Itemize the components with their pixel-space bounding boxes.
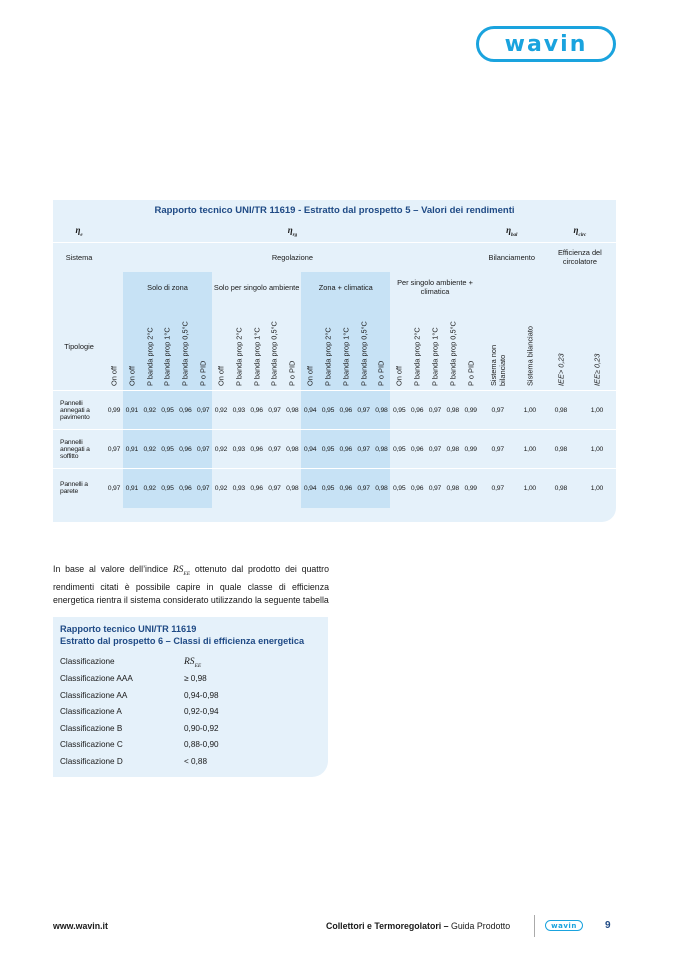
table-cell: 0,94 bbox=[301, 391, 319, 430]
table-cell: 0,96 bbox=[408, 469, 426, 508]
column-header: On off bbox=[394, 366, 404, 386]
table-cell: 0,96 bbox=[176, 391, 194, 430]
table-cell: 0,92 bbox=[212, 469, 230, 508]
column-header: P banda prop 0,5°C bbox=[176, 302, 194, 391]
table-row bbox=[53, 391, 616, 430]
tipologie-header: Tipologie bbox=[64, 341, 94, 351]
table-cell: 0,97 bbox=[355, 469, 373, 508]
table-cell: 0,98 bbox=[544, 430, 578, 469]
table-cell: 0,97 bbox=[194, 391, 212, 430]
table-cell: 0,96 bbox=[337, 469, 355, 508]
table-cell: 0,97 bbox=[105, 469, 123, 508]
row-label: Pannelli annegati a pavimento bbox=[53, 391, 105, 430]
list-item: Classificazione B 0,90-0,92 bbox=[60, 723, 219, 733]
column-header: On off bbox=[301, 302, 319, 391]
list-item: Classificazione AAA ≥ 0,98 bbox=[60, 674, 207, 683]
table-cell: 0,95 bbox=[319, 391, 337, 430]
table-cell: 0,92 bbox=[141, 430, 159, 469]
column-header: P o PID bbox=[373, 302, 391, 391]
eta-e-symbol: $\eta_e$ bbox=[75, 225, 83, 239]
list-item: Classificazione A 0,92-0,94 bbox=[60, 707, 219, 716]
table-cell: 0,99 bbox=[462, 469, 480, 508]
footer-url[interactable]: www.wavin.it bbox=[53, 921, 108, 931]
table-cell: 0,95 bbox=[390, 430, 408, 469]
regolazione-header: Regolazione bbox=[105, 242, 480, 272]
column-header: P banda prop 2°C bbox=[234, 327, 244, 386]
table-cell: 0,93 bbox=[230, 430, 248, 469]
table-cell: 0,98 bbox=[283, 469, 301, 508]
footer-divider bbox=[534, 915, 535, 937]
table-cell: 0,96 bbox=[176, 469, 194, 508]
column-header: P banda prop 0,5°C bbox=[448, 321, 458, 386]
table-cell: 0,97 bbox=[266, 391, 284, 430]
table-cell: 0,95 bbox=[390, 469, 408, 508]
table-cell: 0,96 bbox=[337, 391, 355, 430]
column-header: P banda prop 1°C bbox=[159, 302, 177, 391]
table-cell: 1,00 bbox=[516, 430, 544, 469]
wavin-logo: wavin bbox=[476, 26, 616, 62]
table-cell: 1,00 bbox=[578, 391, 616, 430]
table-cell: 0,97 bbox=[105, 430, 123, 469]
table-cell: 0,97 bbox=[266, 430, 284, 469]
table-cell: 0,91 bbox=[123, 469, 141, 508]
table-cell: 0,98 bbox=[544, 391, 578, 430]
eta-circ-symbol: $\eta_{circ}$ bbox=[573, 225, 587, 239]
table-cell: 0,96 bbox=[248, 469, 266, 508]
row-label: Pannelli annegati a soffitto bbox=[53, 430, 105, 469]
table2-title: Rapporto tecnico UNI/TR 11619 Estratto dal prospetto 6 – Classi di efficienza energetica bbox=[60, 624, 305, 646]
column-header: P banda prop 0,5°C bbox=[269, 321, 279, 386]
list-item: Classificazione D < 0,88 bbox=[60, 756, 207, 766]
table-cell: 0,97 bbox=[355, 430, 373, 469]
table-cell: 0,96 bbox=[337, 430, 355, 469]
footer-wavin-logo: wavin bbox=[545, 920, 583, 931]
table-cell: 0,96 bbox=[248, 430, 266, 469]
column-header: P banda prop 1°C bbox=[252, 327, 262, 386]
table-cell: 0,95 bbox=[390, 391, 408, 430]
table-cell: 0,95 bbox=[319, 430, 337, 469]
column-header: Sistema non bilanciato bbox=[488, 344, 507, 386]
table-cell: 0,94 bbox=[301, 469, 319, 508]
table-cell: 0,97 bbox=[426, 469, 444, 508]
intro-paragraph: In base al valore dell’indice $RS_{EE}$ ottenuto dal prodotto dei quattro rendimenti citati è possibile capire in quale classe di efficienza energetica rientra il sistema considerato utilizzando la seguente tabella bbox=[53, 564, 329, 605]
table-cell: 0,98 bbox=[444, 469, 462, 508]
table-cell: 0,99 bbox=[462, 430, 480, 469]
table-cell: 1,00 bbox=[516, 469, 544, 508]
table-cell: 0,92 bbox=[141, 469, 159, 508]
group-singolo-ambiente: Solo per singolo ambiente bbox=[213, 282, 300, 292]
table-cell: 0,97 bbox=[194, 430, 212, 469]
column-header: P banda prop 2°C bbox=[319, 302, 337, 391]
table-cell: 0,98 bbox=[444, 391, 462, 430]
column-header: P banda prop 0,5°C bbox=[355, 302, 373, 391]
table-cell: 0,93 bbox=[230, 391, 248, 430]
table-cell: 0,98 bbox=[544, 469, 578, 508]
table-cell: 0,96 bbox=[408, 391, 426, 430]
table-cell: 0,99 bbox=[462, 391, 480, 430]
footer-title: Collettori e Termoregolatori – Guida Prodotto bbox=[326, 921, 511, 931]
efficienza-header: Efficienza del circolatore bbox=[544, 242, 616, 272]
table-cell: 0,97 bbox=[194, 469, 212, 508]
table-cell: 0,97 bbox=[266, 469, 284, 508]
eta-rg-symbol: $\eta_{rg}$ bbox=[287, 225, 298, 239]
table-cell: 0,98 bbox=[373, 430, 391, 469]
column-header: On off bbox=[123, 302, 141, 391]
column-header: P o PID bbox=[194, 302, 212, 391]
group-zona-climatica: Zona + climatica bbox=[301, 272, 390, 302]
list-item: Classificazione C 0,88-0,90 bbox=[60, 740, 219, 749]
table-cell: 0,91 bbox=[123, 391, 141, 430]
table-cell: 0,98 bbox=[283, 391, 301, 430]
table-cell: 0,96 bbox=[408, 430, 426, 469]
column-header: P banda prop 1°C bbox=[430, 327, 440, 386]
column-header: Sistema bilanciato bbox=[525, 326, 535, 386]
sistema-header: Sistema bbox=[53, 242, 105, 272]
efficiency-values-table-panel bbox=[53, 200, 616, 522]
table-cell: 0,95 bbox=[159, 391, 177, 430]
table-cell: 0,98 bbox=[444, 430, 462, 469]
table-cell: 0,96 bbox=[176, 430, 194, 469]
table-cell: 0,93 bbox=[230, 469, 248, 508]
table-cell: 1,00 bbox=[516, 391, 544, 430]
list-item: Classificazione AA 0,94-0,98 bbox=[60, 690, 219, 700]
column-header: IEE≥ 0,23 bbox=[592, 353, 602, 386]
eta-bal-symbol: $\eta_{bal}$ bbox=[506, 225, 518, 239]
column-header: P o PID bbox=[466, 360, 476, 386]
table-cell: 0,92 bbox=[212, 391, 230, 430]
table2-header: Classificazione $RS_{EE}$ bbox=[60, 657, 202, 669]
table-cell: 0,97 bbox=[426, 391, 444, 430]
table-cell: 0,92 bbox=[212, 430, 230, 469]
group-solo-di-zona: Solo di zona bbox=[123, 272, 212, 302]
table-cell: 1,00 bbox=[578, 430, 616, 469]
table-row bbox=[53, 469, 616, 508]
table-cell: 0,97 bbox=[426, 430, 444, 469]
table-cell: 0,96 bbox=[248, 391, 266, 430]
table1-title: Rapporto tecnico UNI/TR 11619 - Estratto dal prospetto 5 – Valori dei rendimenti bbox=[154, 205, 515, 216]
column-header: On off bbox=[216, 366, 226, 386]
column-header: P o PID bbox=[287, 360, 297, 386]
column-header: On off bbox=[109, 366, 119, 386]
table-cell: 0,98 bbox=[373, 469, 391, 508]
table-cell: 1,00 bbox=[578, 469, 616, 508]
table-cell: 0,95 bbox=[159, 469, 177, 508]
table-cell: 0,97 bbox=[480, 391, 516, 430]
table-cell: 0,92 bbox=[141, 391, 159, 430]
row-label: Pannelli a parete bbox=[53, 469, 105, 508]
table-cell: 0,94 bbox=[301, 430, 319, 469]
table-cell: 0,98 bbox=[283, 430, 301, 469]
page-number: 9 bbox=[605, 920, 611, 931]
table-cell: 0,95 bbox=[319, 469, 337, 508]
column-header: IEE> 0,23 bbox=[556, 353, 566, 386]
table-cell: 0,97 bbox=[355, 391, 373, 430]
table-row bbox=[53, 430, 616, 469]
efficiency-values-table bbox=[53, 222, 616, 508]
table-cell: 0,97 bbox=[480, 469, 516, 508]
table-cell: 0,91 bbox=[123, 430, 141, 469]
efficiency-classes-panel bbox=[53, 617, 328, 777]
table-cell: 0,98 bbox=[373, 391, 391, 430]
table-cell: 0,95 bbox=[159, 430, 177, 469]
bilanciamento-header: Bilanciamento bbox=[480, 242, 544, 272]
column-header: P banda prop 2°C bbox=[141, 302, 159, 391]
column-header: P banda prop 1°C bbox=[337, 302, 355, 391]
group-singolo-climatica: Per singolo ambiente + climatica bbox=[397, 278, 473, 296]
table-cell: 0,97 bbox=[480, 430, 516, 469]
column-header: P banda prop 2°C bbox=[412, 327, 422, 386]
table-cell: 0,99 bbox=[105, 391, 123, 430]
